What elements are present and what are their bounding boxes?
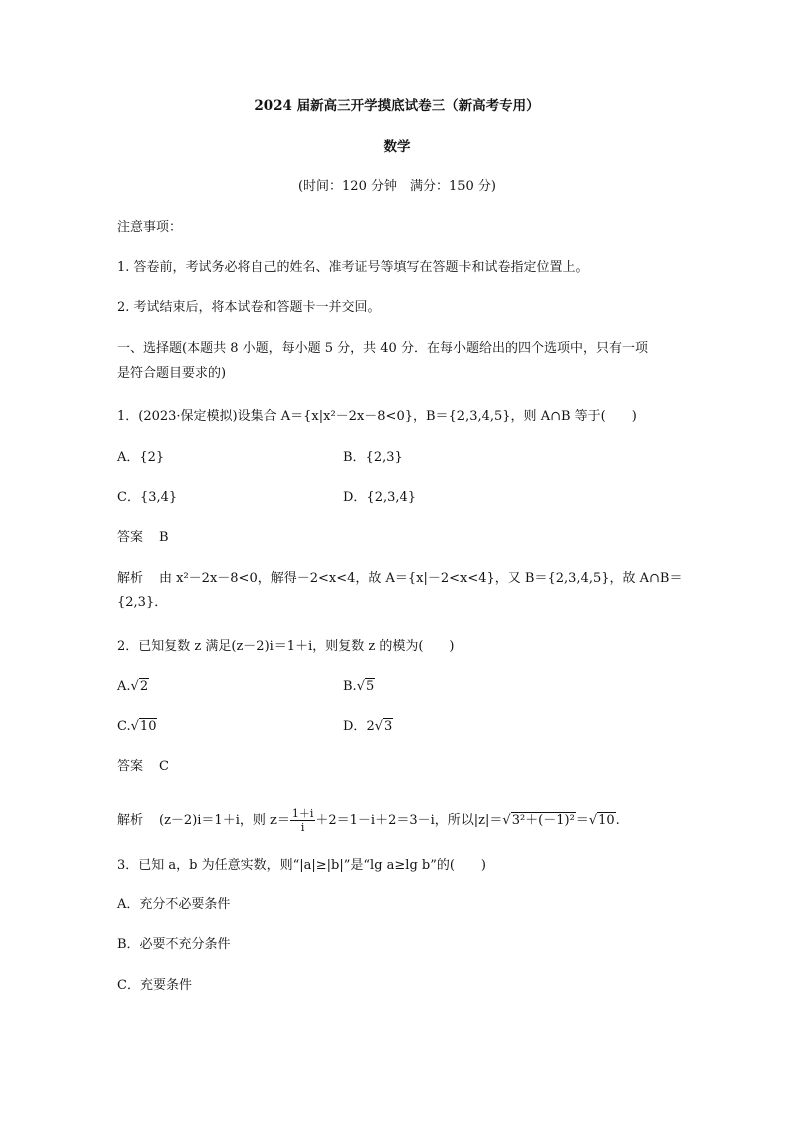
q1-option-b: B．{2,3}: [343, 450, 403, 465]
fraction-denominator: i: [300, 821, 305, 834]
fraction: [290, 807, 316, 834]
q2-analysis-radicand: 3²＋(－1)²: [511, 813, 575, 828]
q1-option-d: D．{2,3,4}: [343, 490, 417, 505]
q2-analysis-part-a: (z－2)i＝1＋i，则 z＝: [159, 813, 290, 828]
notice-item-2: 2. 考试结束后，将本试卷和答题卡一并交回。: [117, 300, 381, 315]
q3-option-a: A．充分不必要条件: [117, 897, 231, 912]
q1-option-a: A．{2}: [117, 450, 165, 465]
sqrt-symbol: √10: [588, 813, 615, 828]
q2-option-d-letter: D．: [343, 719, 367, 734]
section-heading-line-1: 一、选择题(本题共 8 小题，每小题 5 分，共 40 分．在每小题给出的四个选项中，只有一项: [117, 341, 648, 356]
subject-title: 数学: [383, 139, 411, 155]
sqrt-symbol: √10: [130, 719, 157, 734]
q2-analysis-end: .: [615, 813, 620, 828]
sqrt-symbol: √3: [374, 719, 393, 734]
exam-title: 2024 届新高三开学摸底试卷三（新高考专用）: [254, 98, 540, 114]
q2-answer-row: [117, 758, 169, 776]
q2-option-a-radicand: 2: [139, 679, 149, 694]
q1-answer-value: B: [159, 530, 169, 545]
section-heading-line-2: 是符合题目要求的): [117, 366, 227, 381]
q2-option-a-letter: A.: [117, 679, 131, 694]
q2-answer-value: C: [159, 759, 169, 774]
q1-analysis-row: [117, 570, 682, 588]
q2-option-c: [117, 718, 157, 736]
q2-option-c-radicand: 10: [139, 719, 157, 734]
q1-analysis-line-2: {2,3}．: [117, 595, 168, 610]
q2-option-d-radicand: 3: [384, 719, 393, 734]
q1-option-c: C．{3,4}: [117, 490, 178, 505]
answer-label: 答案: [117, 759, 144, 774]
q2-analysis-part-b: ＋2＝1－i＋2＝3－i，所以|z|＝: [315, 813, 503, 828]
q2-analysis-radicand-end: 10: [598, 813, 615, 828]
analysis-label: 解析: [117, 571, 144, 586]
q3-option-b: B．必要不充分条件: [117, 937, 231, 952]
q2-option-d: [343, 718, 393, 736]
q2-stem: 2．已知复数 z 满足(z－2)i＝1＋i，则复数 z 的模为( ): [117, 639, 455, 654]
q2-option-d-coef: 2: [366, 719, 375, 734]
time-info: (时间：120 分钟 满分：150 分): [297, 179, 497, 194]
notice-heading: 注意事项：: [117, 220, 183, 235]
sqrt-symbol: √5: [356, 679, 375, 694]
q1-stem: 1．(2023·保定模拟)设集合 A＝{x|x²－2x－8<0}，B＝{2,3,4,5}，则 A∩B 等于( ): [117, 409, 637, 424]
q3-option-c: C．充要条件: [117, 978, 192, 993]
q2-analysis-part-c: ＝: [575, 813, 589, 828]
q2-option-c-letter: C.: [117, 719, 131, 734]
q2-option-a: [117, 678, 149, 696]
q2-analysis-row: [117, 807, 620, 835]
answer-label: 答案: [117, 530, 144, 545]
q3-stem: 3．已知 a，b 为任意实数，则“|a|≥|b|”是“lg a≥lg b”的( ): [117, 858, 487, 873]
q2-option-b-radicand: 5: [365, 679, 375, 694]
q1-analysis-line-1: 由 x²－2x－8<0，解得－2<x<4，故 A＝{x|－2<x<4}，又 B＝{2,3,4,5}，故 A∩B＝: [159, 571, 683, 586]
notice-item-1: 1. 答卷前，考试务必将自己的姓名、准考证号等填写在答题卡和试卷指定位置上。: [117, 260, 589, 275]
sqrt-symbol: √2: [130, 679, 149, 694]
q2-option-b: [343, 678, 375, 696]
q1-answer-row: [117, 529, 169, 547]
q2-option-b-letter: B.: [343, 679, 357, 694]
sqrt-symbol: √3²＋(－1)²: [502, 813, 575, 828]
analysis-label: 解析: [117, 813, 144, 828]
fraction-numerator: 1＋i: [291, 807, 314, 820]
